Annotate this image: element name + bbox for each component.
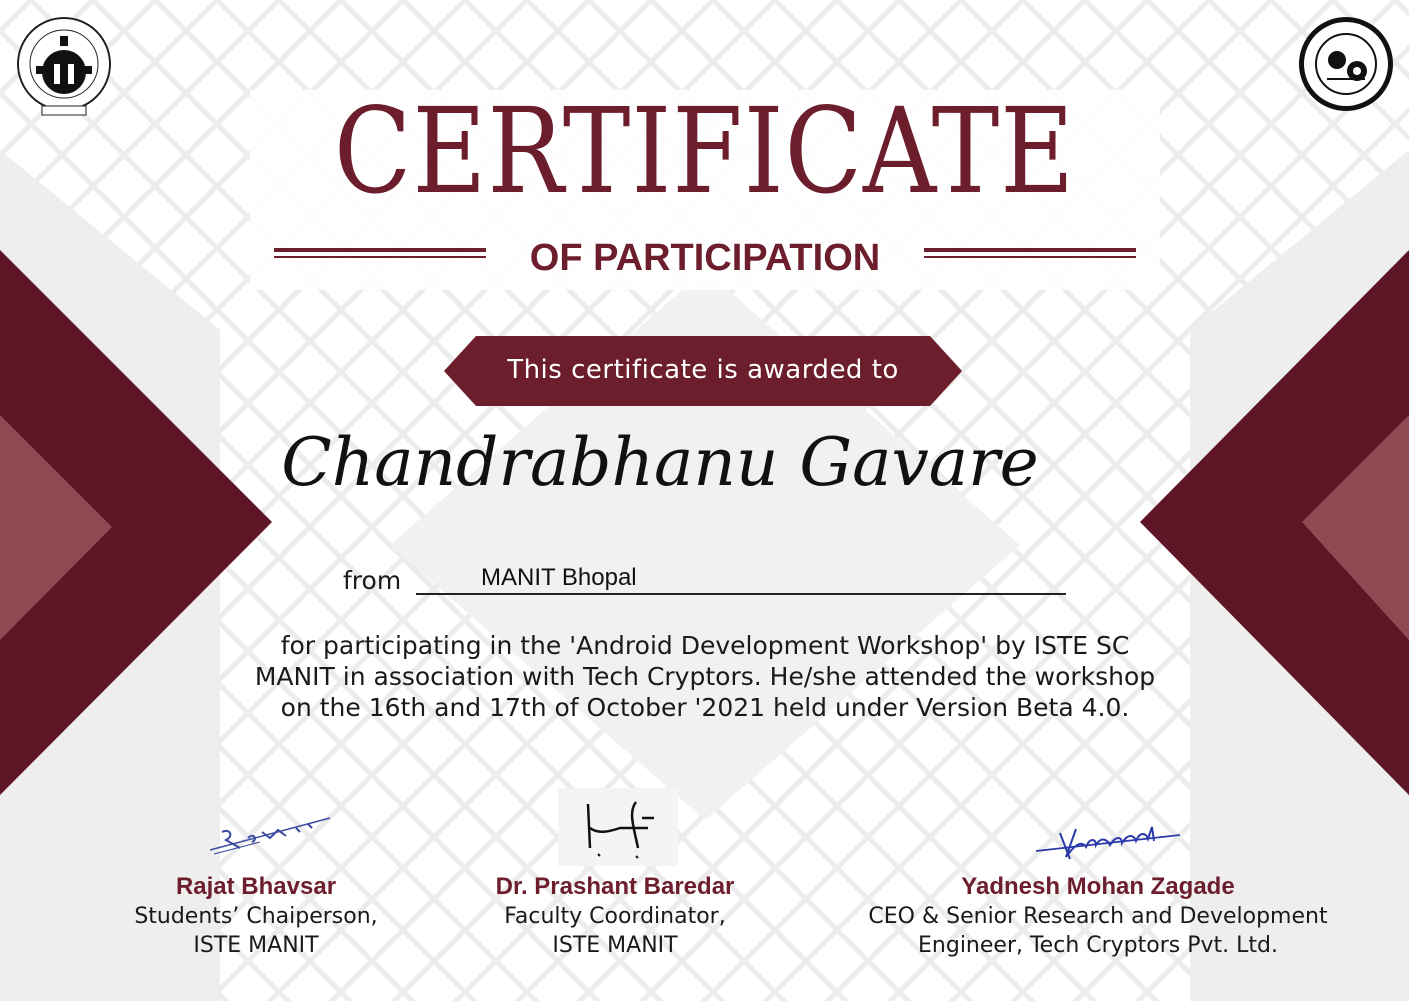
signature-yadnesh	[1030, 815, 1190, 865]
subtitle-row	[274, 232, 1136, 278]
signatory-name: Rajat Bhavsar	[175, 873, 337, 900]
award-banner	[444, 336, 962, 406]
signatory-role: Students’ Chaiperson,	[134, 904, 378, 929]
signatory-role: Faculty Coordinator,	[504, 904, 726, 929]
awarded-to-label: This certificate is awarded to	[507, 355, 899, 385]
from-institution: MANIT Bhopal	[481, 564, 637, 591]
signature-prashant	[558, 788, 678, 866]
certificate-subtitle: OF PARTICIPATION	[529, 237, 881, 279]
certificate-title: CERTIFICATE	[333, 82, 1076, 220]
signatory-name: Yadnesh Mohan Zagade	[961, 873, 1235, 900]
signatory-role: CEO & Senior Research and Development	[868, 904, 1328, 929]
signatory-org: ISTE MANIT	[552, 933, 678, 958]
from-underline	[416, 593, 1066, 595]
signatory-org: ISTE MANIT	[193, 933, 319, 958]
certificate-body	[200, 630, 1210, 723]
signatory-org: Engineer, Tech Cryptors Pvt. Ltd.	[918, 933, 1278, 958]
iste-logo-icon	[1297, 15, 1395, 113]
body-line: MANIT in association with Tech Cryptors. He/she attended the workshop	[254, 662, 1156, 691]
signatory-name: Dr. Prashant Baredar	[495, 873, 735, 900]
body-line: for participating in the 'Android Development Workshop' by ISTE SC	[280, 631, 1130, 660]
body-line: on the 16th and 17th of October '2021 held under Version Beta 4.0.	[280, 693, 1130, 722]
signatory-1	[96, 872, 416, 960]
from-label: from	[343, 566, 402, 595]
recipient-name: Chandrabhanu Gavare	[281, 424, 1039, 501]
signatory-2	[455, 872, 775, 960]
signatory-3	[820, 872, 1376, 960]
signature-rajat	[200, 810, 340, 860]
